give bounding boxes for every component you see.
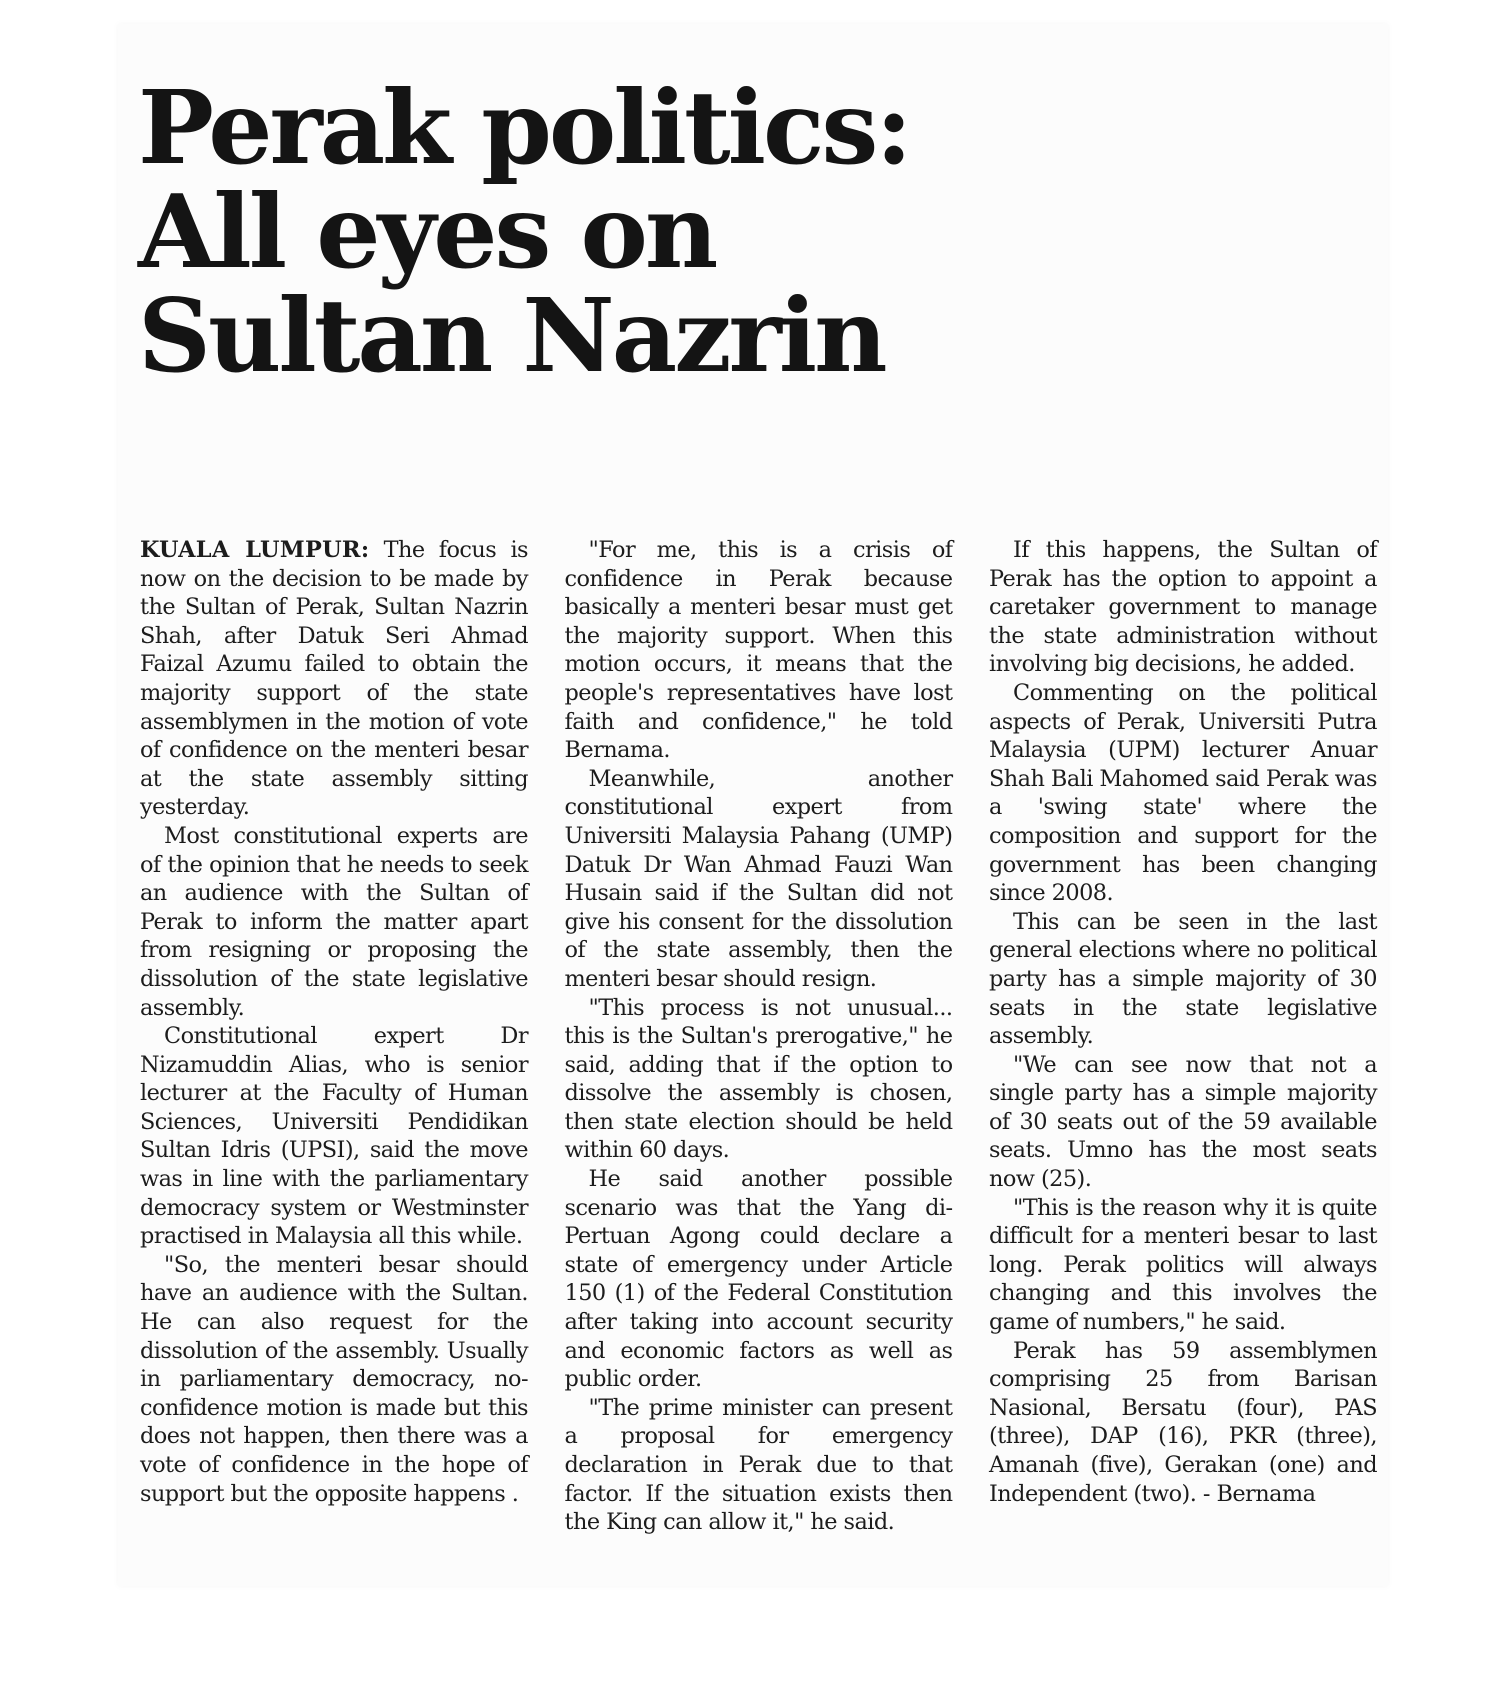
headline-line-2: All eyes on xyxy=(138,172,716,291)
article-paragraph: Constitutional expert Dr Nizamuddin Alias, who is senior lecturer at the Faculty of Human Sciences, Universiti Pendidikan Sultan Idris (UPSI), said the move was in line with the parliamentary democracy system or Westminster practised in Malaysia all this while. xyxy=(140,1023,528,1250)
article-paragraph: "This process is not unusual... this is the Sultan's prerogative," he said, adding that if the option to dissolve the assembly is chosen, then state election should be held within 60 days. xyxy=(564,994,953,1164)
headline-line-3: Sultan Nazrin xyxy=(138,276,885,395)
article-paragraph: Perak has 59 assemblymen comprising 25 from Barisan Nasional, Bersatu (four), PAS (three), DAP (16), PKR (three), Amanah (five), Gerakan (one) and Independent (two). - Bernama xyxy=(989,1337,1377,1507)
article-paragraph xyxy=(140,536,528,822)
article-column-1 xyxy=(140,536,528,1537)
article-paragraph: "The prime minister can present a proposal for emergency declaration in Perak due to that factor. If the situation exists then the King can allow it," he said. xyxy=(564,1394,953,1536)
article-paragraph: This can be seen in the last general elections where no political party has a simple majority of 30 seats in the state legislative assembly. xyxy=(989,908,1377,1050)
article-paragraph: Commenting on the political aspects of Perak, Universiti Putra Malaysia (UPM) lecturer Anuar Shah Bali Mahomed said Perak was a 'swing state' where the composition and support for the government has been changing since 2008. xyxy=(989,679,1377,907)
headline xyxy=(138,68,1138,395)
article-paragraph: Meanwhile, another constitutional expert from Universiti Malaysia Pahang (UMP) Datuk Dr Wan Ahmad Fauzi Wan Husain said if the Sultan did not give his consent for the dissolution of the state assembly, then the menteri besar should resign. xyxy=(564,765,953,992)
article-paragraph: Most constitutional experts are of the opinion that he needs to seek an audience with the Sultan of Perak to inform the matter apart from resigning or proposing the dissolution of the state legislative assembly. xyxy=(140,822,528,1021)
article-paragraph: "This is the reason why it is quite difficult for a menteri besar to last long. Perak politics will always changing and this involves the game of numbers," he said. xyxy=(989,1194,1377,1336)
paragraph-text: The focus is now on the decision to be made by the Sultan of Perak, Sultan Nazrin Shah, after Datuk Seri Ahmad Faizal Azumu failed to obtain the majority support of the state assemblymen in the motion of vote of confidence on the menteri besar at the state assembly sitting yesterday. xyxy=(140,537,528,821)
dateline: KUALA LUMPUR: xyxy=(140,537,370,563)
article-paragraph: He said another possible scenario was that the Yang di-Pertuan Agong could declare a state of emergency under Article 150 (1) of the Federal Constitution after taking into account security and economic factors as well as public order. xyxy=(564,1166,953,1393)
article-paragraph: "For me, this is a crisis of confidence in Perak because basically a menteri besar must get the majority support. When this motion occurs, it means that the people's representatives have lost faith and confidence," he told Bernama. xyxy=(564,537,953,764)
headline-line-1: Perak politics: xyxy=(138,68,910,187)
article-paragraph: "So, the menteri besar should have an audience with the Sultan. He can also request for the dissolution of the assembly. Usually in parliamentary democracy, no-confidence motion is made but this does not happen, then there was a vote of confidence in the hope of support but the opposite happens . xyxy=(140,1251,528,1507)
article-paragraph: "We can see now that not a single party has a simple majority of 30 seats out of the 59 available seats. Umno has the most seats now (25). xyxy=(989,1051,1377,1193)
article-paragraph: If this happens, the Sultan of Perak has the option to appoint a caretaker government to manage the state administration without involving big decisions, he added. xyxy=(989,537,1377,678)
article-body xyxy=(140,536,1377,1537)
article-column-2 xyxy=(565,536,953,1537)
article-column-3 xyxy=(989,536,1377,1537)
